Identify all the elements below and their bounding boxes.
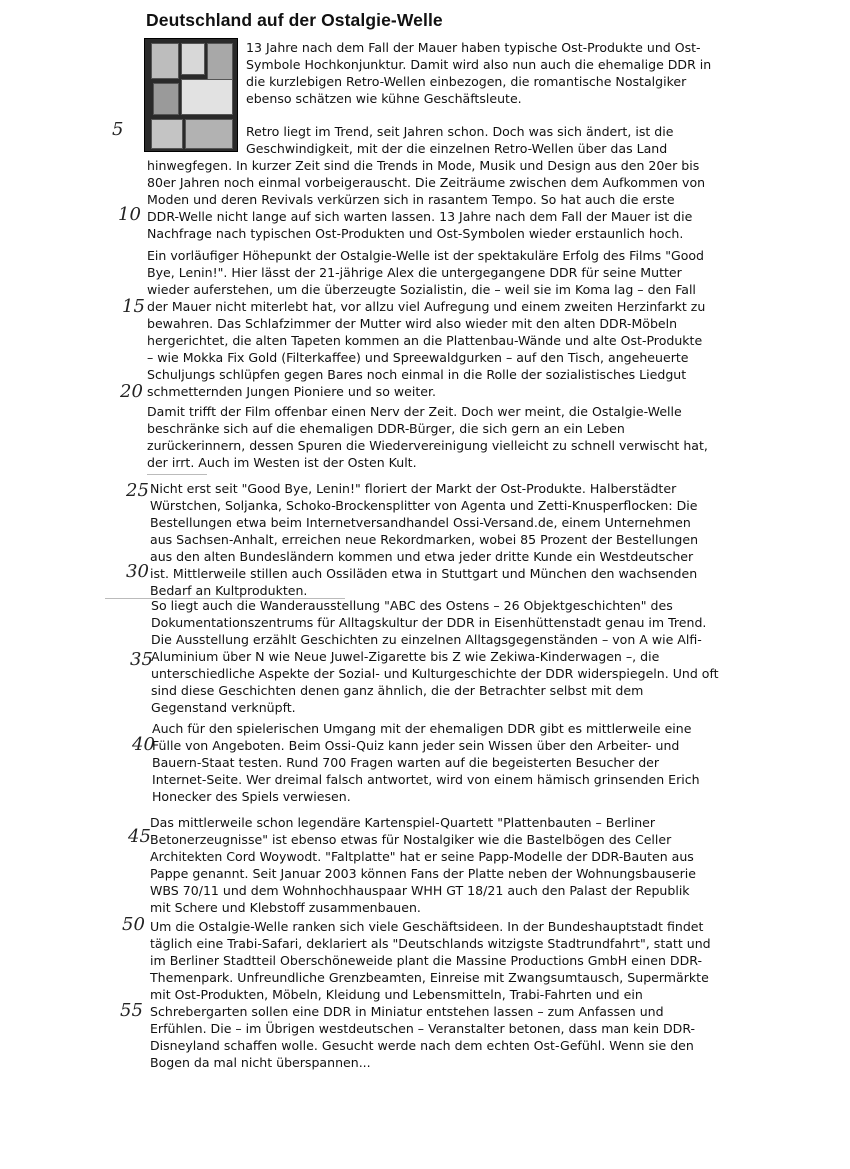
margin-number: 35 xyxy=(130,649,153,670)
text-line: Würstchen, Soljanka, Schoko-Brockensplitter von Agenta und Zetti-Knusperflocken: Die xyxy=(150,498,698,513)
text-line: Das mittlerweile schon legendäre Kartenspiel-Quartett "Plattenbauten – Berliner xyxy=(150,815,656,830)
text-line: Internet-Seite. Wer dreimal falsch antwortet, wird von einem hämisch grinsenden Erich xyxy=(152,772,700,787)
margin-number: 55 xyxy=(120,1000,143,1021)
text-line: Architekten Cord Woywodt. "Faltplatte" hat er seine Papp-Modelle der DDR-Bauten aus xyxy=(150,849,694,864)
text-line: Betonerzeugnisse" ist ebenso etwas für Nostalgiker wie die Bastelbögen des Celler xyxy=(150,832,672,847)
text-line: 80er Jahren noch einmal vorbeigerauscht. Die Zeiträume zwischen dem Aufkommen von xyxy=(147,175,706,190)
margin-number: 50 xyxy=(122,914,145,935)
margin-number: 20 xyxy=(120,381,143,402)
text-line: Erfühlen. Die – im Übrigen westdeutschen – Veranstalter betonen, dass man kein DDR- xyxy=(150,1021,696,1036)
paragraph xyxy=(151,597,761,716)
paragraph-intro xyxy=(246,39,756,107)
text-line: Geschwindigkeit, mit der die einzelnen Retro-Wellen über das Land xyxy=(246,141,668,156)
divider xyxy=(147,474,207,475)
margin-number: 40 xyxy=(132,734,155,755)
text-line: Damit trifft der Film offenbar einen Nerv der Zeit. Doch wer meint, die Ostalgie-Welle xyxy=(147,404,682,419)
article-title: Deutschland auf der Ostalgie-Welle xyxy=(146,10,443,30)
text-line: Um die Ostalgie-Welle ranken sich viele Geschäftsideen. In der Bundeshauptstadt findet xyxy=(150,919,704,934)
text-line: Auch für den spielerischen Umgang mit der ehemaligen DDR gibt es mittlerweile eine xyxy=(152,721,692,736)
text-line: aus Sachsen-Anhalt, erreichen neue Rekordmarken, wobei 85 Prozent der Bestellungen xyxy=(150,532,699,547)
text-line: Schrebergarten sollen eine DDR in Miniatur entstehen lassen – zum Anfassen und xyxy=(150,1004,664,1019)
text-line: Gegenstand verknüpft. xyxy=(151,700,296,715)
text-line: Ein vorläufiger Höhepunkt der Ostalgie-Welle ist der spektakuläre Erfolg des Films "Good xyxy=(147,248,705,263)
text-line: mit Schere und Klebstoff zusammenbauen. xyxy=(150,900,421,915)
paragraph xyxy=(147,123,757,242)
text-line: So liegt auch die Wanderausstellung "ABC des Ostens – 26 Objektgeschichten" des xyxy=(151,598,673,613)
margin-number: 5 xyxy=(112,119,124,140)
text-line: beschränke sich auf die ehemaligen DDR-Bürger, die sich gern an ein Leben xyxy=(147,421,625,436)
text-line: die kurzlebigen Retro-Wellen einbezogen, die romantische Nostalgiker xyxy=(246,74,687,89)
text-line: WBS 70/11 und dem Wohnhochhauspaar WHH GT 18/21 auch den Palast der Republik xyxy=(150,883,690,898)
text-line: sind diese Geschichten denen ganz ähnlich, die der Betrachter selbst mit dem xyxy=(151,683,644,698)
text-line: wieder auferstehen, um die überzeugte Sozialistin, die – weil sie im Koma lag – den Fall xyxy=(147,282,696,297)
text-line: Bestellungen etwa beim Internetversandhandel Ossi-Versand.de, einem Unternehmen xyxy=(150,515,691,530)
text-line: Moden und deren Revivals verkürzen sich in rasantem Tempo. So hat auch die erste xyxy=(147,192,675,207)
text-line: Nachfrage nach typischen Ost-Produkten und Ost-Symbolen wieder erstaunlich hoch. xyxy=(147,226,684,241)
text-line: hergerichtet, die alten Tapeten kommen an die Plattenbau-Wände und alte Ost-Produkte xyxy=(147,333,703,348)
text-line: 13 Jahre nach dem Fall der Mauer haben typische Ost-Produkte und Ost- xyxy=(246,40,701,55)
text-line: Aluminium über N wie Neue Juwel-Zigarette bis Z wie Zekiwa-Kinderwagen –, die xyxy=(151,649,660,664)
text-line: Bauern-Staat testen. Rund 700 Fragen warten auf die begeisterten Besucher der xyxy=(152,755,660,770)
text-line: Nicht erst seit "Good Bye, Lenin!" floriert der Markt der Ost-Produkte. Halberstädter xyxy=(150,481,677,496)
text-line: unterschiedliche Aspekte der Sozial- und Kulturgeschichte der DDR widerspiegeln. Und oft xyxy=(151,666,719,681)
text-line: Bye, Lenin!". Hier lässt der 21-jährige Alex die untergegangene DDR für seine Mutter xyxy=(147,265,682,280)
margin-number: 15 xyxy=(122,296,145,317)
text-line: ebenso schätzen wie kühne Geschäftsleute. xyxy=(246,91,522,106)
text-line: der irrt. Auch im Westen ist der Osten Kult. xyxy=(147,455,417,470)
text-line: Fülle von Angeboten. Beim Ossi-Quiz kann jeder sein Wissen über den Arbeiter- und xyxy=(152,738,680,753)
text-line: ist. Mittlerweile stillen auch Ossiläden etwa in Stuttgart und München den wachsenden xyxy=(150,566,698,581)
text-line: aus den alten Bundesländern kommen und etwa jeder dritte Kunde ein Westdeutscher xyxy=(150,549,694,564)
text-line: Symbole Hochkonjunktur. Damit wird also nun auch die ehemalige DDR in xyxy=(246,57,712,72)
text-line: Die Ausstellung erzählt Geschichten zu einzelnen Alltagsgegenständen – von A wie Alfi- xyxy=(151,632,702,647)
text-line: Schuljungs schlüpfen gegen Bares noch einmal in die Rolle der sozialistisches Liedgut xyxy=(147,367,687,382)
margin-number: 45 xyxy=(128,826,151,847)
text-line: mit Ost-Produkten, Möbeln, Kleidung und Lebensmitteln, Trabi-Fahrten und ein xyxy=(150,987,643,1002)
paragraph xyxy=(150,918,760,1071)
text-line: im Berliner Stadtteil Oberschöneweide plant die Massine Productions GmbH einen DDR- xyxy=(150,953,702,968)
margin-number: 25 xyxy=(126,480,149,501)
text-line: Retro liegt im Trend, seit Jahren schon. Doch was sich ändert, ist die xyxy=(246,124,674,139)
text-line: Disneyland schaffen wolle. Gesucht werde nach dem echten Ost-Gefühl. Wenn sie den xyxy=(150,1038,694,1053)
text-line: zurückerinnern, dessen Spuren die Wiedervereinigung vielleicht zu schnell verwischt hat, xyxy=(147,438,708,453)
text-line: Bogen da mal nicht überspannen... xyxy=(150,1055,371,1070)
text-line: DDR-Welle nicht lange auf sich warten lassen. 13 Jahre nach dem Fall der Mauer ist die xyxy=(147,209,693,224)
text-line: Dokumentationszentrums für Alltagskultur der DDR in Eisenhüttenstadt genau im Trend. xyxy=(151,615,707,630)
text-line: täglich eine Trabi-Safari, deklariert als "Deutschlands witzigste Stadtrundfahrt", statt und xyxy=(150,936,711,951)
text-line: – wie Mokka Fix Gold (Filterkaffee) und Spreewaldgurken – auf den Tisch, angeheuerte xyxy=(147,350,689,365)
margin-number: 30 xyxy=(126,561,149,582)
text-line: bewahren. Das Schlafzimmer der Mutter wird also wieder mit den alten DDR-Möbeln xyxy=(147,316,678,331)
text-line: Bedarf an Kultprodukten. xyxy=(150,583,308,598)
text-line: Themenpark. Unfreundliche Grenzbeamten, Einreise mit Zwangsumtausch, Supermärkte xyxy=(150,970,709,985)
paragraph xyxy=(150,480,760,599)
margin-number: 10 xyxy=(118,204,141,225)
paragraph xyxy=(152,720,762,805)
text-line: Honecker des Spiels verwiesen. xyxy=(152,789,351,804)
text-line: hinwegfegen. In kurzer Zeit sind die Trends in Mode, Musik und Design aus den 20er bis xyxy=(147,158,700,173)
text-line: der Mauer nicht miterlebt hat, vor allzu viel Aufregung und einem zweiten Herzinfarkt zu xyxy=(147,299,706,314)
text-line: Pappe genannt. Seit Januar 2003 können Fans der Platte neben der Wohnungsbauserie xyxy=(150,866,696,881)
paragraph xyxy=(150,814,760,916)
text-line: schmetternden Jungen Pioniere und so weiter. xyxy=(147,384,436,399)
paragraph xyxy=(147,247,757,400)
paragraph xyxy=(147,403,757,471)
